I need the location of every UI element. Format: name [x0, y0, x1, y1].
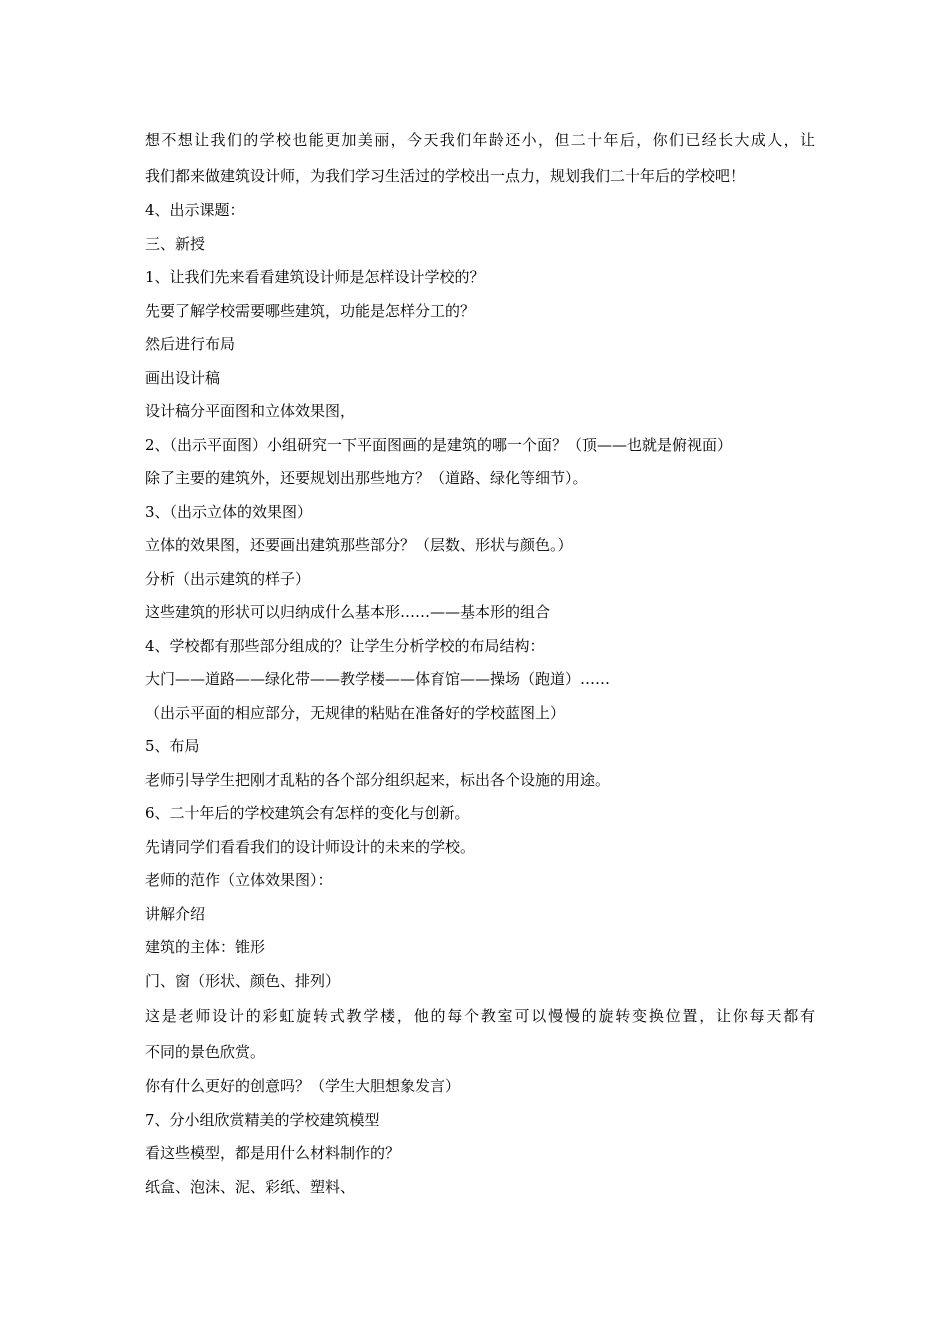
paragraph-line: 立体的效果图，还要画出建筑那些部分？（层数、形状与颜色。）	[145, 536, 573, 554]
paragraph-line: 然后进行布局	[145, 335, 236, 353]
paragraph-line: （出示平面的相应部分，无规律的粘贴在准备好的学校蓝图上）	[145, 703, 566, 722]
paragraph-line: 不同的景色欣赏。	[145, 1043, 266, 1061]
paragraph-line: 3、（出示立体的效果图）	[145, 502, 313, 521]
paragraph-line: 建筑的主体：锥形	[145, 938, 266, 956]
paragraph-line: 先请同学们看看我们的设计师设计的未来的学校。	[145, 837, 476, 856]
paragraph-line: 我们都来做建筑设计师，为我们学习生活过的学校出一点力，规划我们二十年后的学校吧！	[145, 167, 746, 185]
paragraph-line: 讲解介绍	[145, 904, 206, 923]
paragraph-line: 2、（出示平面图）小组研究一下平面图画的是建筑的哪一个面？（顶——也就是俯视面）	[145, 435, 733, 454]
paragraph-line: 你有什么更好的创意吗？（学生大胆想象发言）	[145, 1077, 461, 1095]
paragraph-line: 除了主要的建筑外，还要规划出那些地方？（道路、绿化等细节）。	[145, 469, 588, 487]
paragraph-line: 门、窗（形状、颜色、排列）	[145, 971, 341, 990]
paragraph-line: 老师的范作（立体效果图）：	[145, 871, 333, 889]
paragraph-line: 设计稿分平面图和立体效果图，	[145, 402, 356, 420]
paragraph-line: 老师引导学生把刚才乱粘的各个部分组织起来，标出各个设施的用途。	[145, 770, 611, 789]
section-heading: 三、新授	[145, 234, 206, 253]
section-heading: 4、出示课题：	[145, 201, 245, 219]
paragraph-line: 想不想让我们的学校也能更加美丽，今天我们年龄还小，但二十年后，你们已经长大成人，让	[145, 131, 815, 149]
paragraph-line: 画出设计稿	[145, 368, 221, 387]
paragraph-line: 4、学校都有那些部分组成的？让学生分析学校的布局结构：	[145, 636, 545, 655]
section-heading: 7、分小组欣赏精美的学校建筑模型	[145, 1110, 380, 1129]
section-heading: 6、二十年后的学校建筑会有怎样的变化与创新。	[145, 804, 470, 822]
document-body	[145, 122, 815, 1204]
paragraph-line: 看这些模型，都是用什么材料制作的？	[145, 1144, 401, 1162]
paragraph-line: 先要了解学校需要哪些建筑，功能是怎样分工的？	[145, 301, 476, 320]
paragraph-line: 纸盒、泡沫、泥、彩纸、塑料、	[145, 1177, 356, 1196]
paragraph-line: 这些建筑的形状可以归纳成什么基本形……——基本形的组合	[145, 603, 551, 621]
section-heading: 5、布局	[145, 737, 200, 755]
paragraph-line: 1、让我们先来看看建筑设计师是怎样设计学校的？	[145, 268, 485, 286]
paragraph-line: 大门——道路——绿化带——教学楼——体育馆——操场（跑道）……	[145, 670, 611, 688]
paragraph-line: 这是老师设计的彩虹旋转式教学楼，他的每个教室可以慢慢的旋转变换位置，让你每天都有	[145, 1007, 815, 1025]
paragraph-line: 分析（出示建筑的样子）	[145, 569, 311, 588]
